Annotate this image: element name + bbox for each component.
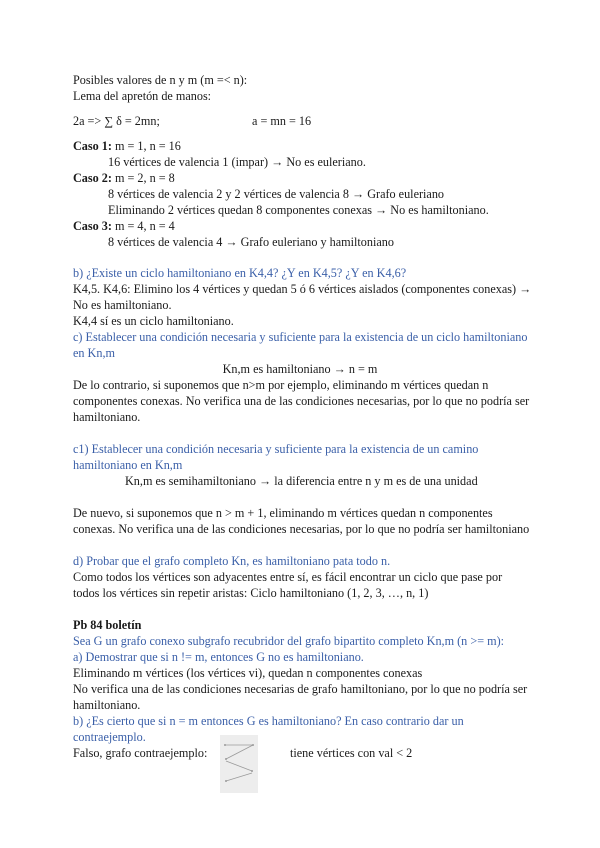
case-1-line — [73, 138, 543, 154]
case-1-label: Caso 1: — [73, 139, 112, 153]
case-2-line — [73, 170, 543, 186]
text-line: 2a => ∑ δ = 2mn; — [73, 114, 160, 128]
question-b: b) ¿Existe un ciclo hamiltoniano en K4,4? ¿Y en K4,5? ¿Y en K4,6? — [73, 266, 407, 280]
text-line: a = mn = 16 — [252, 114, 312, 128]
text-line: hamiltoniano. — [73, 698, 141, 712]
counterexample-graph-image — [220, 735, 258, 793]
text-line: Posibles valores de n y m (m =< n): — [73, 73, 248, 87]
case-3-label: Caso 3: — [73, 219, 112, 233]
section-title — [73, 617, 543, 633]
text-line: hamiltoniano. — [73, 410, 141, 424]
text-line: K4,4 sí es un ciclo hamiltoniano. — [73, 314, 234, 328]
case-3-text: m = 4, n = 4 — [111, 219, 175, 233]
text-line: Lema del apretón de manos: — [73, 89, 212, 103]
text-line: Falso, grafo contraejemplo: — [73, 746, 208, 760]
text-line: 8 vértices de valencia 2 y 2 vértices de valencia 8 → Grafo euleriano — [108, 187, 445, 201]
case-2-label: Caso 2: — [73, 171, 112, 185]
text-line: No verifica una de las condiciones necesarias de grafo hamiltoniano, por lo que no podría ser — [73, 682, 528, 696]
formula-line: Kn,m es semihamiltoniano → la diferencia entre n y m es de una unidad — [125, 474, 478, 488]
question-c1: c1) Establecer una condición necesaria y suficiente para la existencia de un camino — [73, 442, 479, 456]
question-c: c) Establecer una condición necesaria y suficiente para la existencia de un ciclo hamiltoniano — [73, 330, 528, 344]
text-line: 16 vértices de valencia 1 (impar) → No es euleriano. — [108, 155, 366, 169]
text-line: 8 vértices de valencia 4 → Grafo euleriano y hamiltoniano — [108, 235, 394, 249]
text-line: Eliminando m vértices (los vértices vi), quedan n componentes conexas — [73, 666, 423, 680]
case-2-text: m = 2, n = 8 — [111, 171, 175, 185]
text-line: K4,5. K4,6: Elimino los 4 vértices y quedan 5 ó 6 vértices aislados (componentes conexas) → — [73, 282, 532, 296]
graph-sketch-icon — [220, 735, 258, 793]
text-line: Eliminando 2 vértices quedan 8 componentes conexas → No es hamiltoniano. — [108, 203, 489, 217]
text-line: De lo contrario, si suponemos que n>m por ejemplo, eliminando m vértices quedan n — [73, 378, 489, 392]
question-b2-cont: contraejemplo. — [73, 730, 146, 744]
question-c-cont: en Kn,m — [73, 346, 115, 360]
text-line: No es hamiltoniano. — [73, 298, 172, 312]
question-b2: b) ¿Es cierto que si n = m entonces G es hamiltoniano? En caso contrario dar un — [73, 714, 464, 728]
formula-line: Kn,m es hamiltoniano → n = m — [222, 362, 378, 376]
text-line: De nuevo, si suponemos que n > m + 1, eliminando m vértices quedan n componentes — [73, 506, 493, 520]
section-title-text: Pb 84 boletín — [73, 618, 142, 632]
case-3-line — [73, 218, 543, 234]
question-c1-cont: hamiltoniano en Kn,m — [73, 458, 183, 472]
text-line: todos los vértices sin repetir aristas: Ciclo hamiltoniano (1, 2, 3, …, n, 1) — [73, 586, 429, 600]
problem-statement: Sea G un grafo conexo subgrafo recubridor del grafo bipartito completo Kn,m (n >= m): — [73, 634, 505, 648]
question-d: d) Probar que el grafo completo Kn, es hamiltoniano pata todo n. — [73, 554, 391, 568]
question-a: a) Demostrar que si n != m, entonces G no es hamiltoniano. — [73, 650, 364, 664]
text-line: conexas. No verifica una de las condiciones necesarias, por lo que no podría ser hamiltoniano — [73, 522, 530, 536]
text-line: tiene vértices con val < 2 — [290, 746, 413, 760]
text-line: componentes conexas. No verifica una de las condiciones necesarias, por lo que no podría ser — [73, 394, 530, 408]
case-1-text: m = 1, n = 16 — [111, 139, 181, 153]
text-line: Como todos los vértices son adyacentes entre sí, es fácil encontrar un ciclo que pase por — [73, 570, 503, 584]
